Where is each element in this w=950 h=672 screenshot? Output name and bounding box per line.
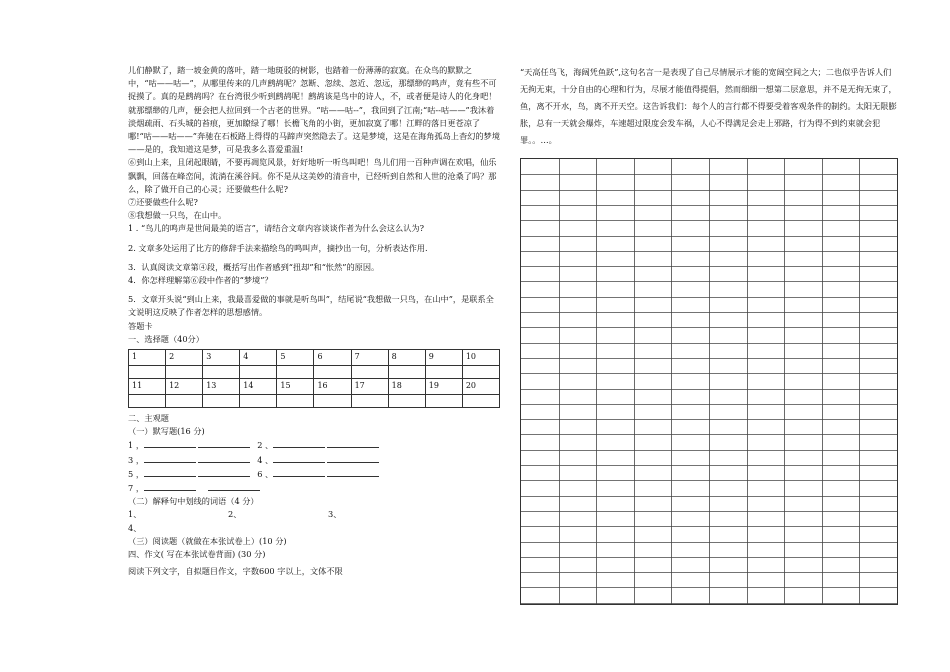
dictation-blank-row: 3 ， 4 、 — [128, 453, 500, 467]
passage-paragraph: ⑦还要做些什么呢? — [128, 197, 198, 208]
table-cell: 4 — [240, 350, 277, 366]
blank-number: 5 — [128, 468, 134, 479]
blank-line[interactable] — [273, 467, 325, 477]
word-explain-heading: （二）解释句中划线的词语（4 分） — [128, 496, 259, 507]
table-cell: 7 — [351, 350, 388, 366]
answer-cell[interactable] — [240, 395, 277, 408]
blank-line[interactable] — [144, 467, 196, 477]
table-cell: 5 — [277, 350, 314, 366]
answer-cell[interactable] — [277, 395, 314, 408]
passage-paragraph: 儿们静默了，踏一坡金黄的落叶，踏一地斑驳的树影，也踏着一份薄薄的寂寞。在众鸟的默默之中，“咕——咕—”，从哪里传来的几声鹧鸪呢？忽断、忽续、忽近、忽远，那缥缈的鸣声，竟有些不可捉摸了。真的是鹧鸪吗？在台湾很少听到鹧鸪呢！鹧鸪该是鸟中的诗人，不，或者便是诗人的化身吧！就那缥缈的几声，便会把人拉回到一个古老的世界。“咕——咕--”，我回到了江南;“咕--咕——”我沐着淡烟疏雨、石头城的苔痕，更加瞭绿了哪！长檐飞角的小街，更加寂寞了哪！江畔的落日更苍凉了哪!“咕——咕——”奔驰在石板路上得得的马蹄声突然隐去了。这是梦境，这是在海角孤岛上杳幻的梦境——是的，我知道这是梦，可是我多么喜爱重温! — [128, 65, 500, 155]
dictation-blank-row: 5 ， 6 、 — [128, 467, 500, 481]
blank-line[interactable] — [198, 453, 250, 463]
blank-number: 3 — [128, 454, 134, 465]
table-cell: 13 — [203, 379, 240, 395]
section-subjective-heading: 二、主观题 — [128, 413, 169, 424]
answer-cell[interactable] — [166, 395, 203, 408]
question-1: 1 . “鸟儿的鸣声是世间最美的语言”，请结合文章内容谈谈作者为什么会这么认为? — [128, 223, 424, 234]
table-cell: 6 — [314, 350, 351, 366]
blank-line[interactable] — [198, 467, 250, 477]
table-cell: 3 — [203, 350, 240, 366]
blank-number: 6 — [257, 468, 263, 479]
table-row — [129, 366, 500, 379]
answer-cell[interactable] — [462, 395, 499, 408]
passage-paragraph: ⑧我想做一只鸟，在山中。 — [128, 210, 227, 221]
right-column — [520, 64, 898, 149]
blank-number: 1 — [128, 440, 134, 451]
word-number: 4、 — [128, 522, 142, 533]
dictation-blank-row: 7 ， — [128, 481, 500, 495]
choice-answer-table — [128, 349, 500, 408]
answer-cell[interactable] — [462, 366, 499, 379]
answer-cell[interactable] — [351, 395, 388, 408]
answer-cell[interactable] — [425, 395, 462, 408]
blank-line[interactable] — [144, 438, 196, 448]
answer-cell[interactable] — [314, 395, 351, 408]
question-4: 4．你怎样理解第⑥段中作者的“梦境”？ — [128, 275, 273, 286]
answer-cell[interactable] — [388, 395, 425, 408]
answer-cell[interactable] — [129, 395, 166, 408]
dictation-heading: （一）默写题(16 分) — [128, 426, 205, 437]
blank-line[interactable] — [327, 467, 379, 477]
answer-cell[interactable] — [277, 366, 314, 379]
blank-line[interactable] — [273, 438, 325, 448]
table-row — [129, 395, 500, 408]
word-explain-row — [128, 508, 500, 534]
answer-cell[interactable] — [166, 366, 203, 379]
table-row — [129, 350, 500, 366]
blank-number: 4 — [257, 454, 263, 465]
table-cell: 11 — [129, 379, 166, 395]
table-cell: 8 — [388, 350, 425, 366]
answer-cell[interactable] — [203, 366, 240, 379]
blank-line[interactable] — [327, 438, 379, 448]
blank-line[interactable] — [144, 481, 196, 491]
essay-material: “天高任鸟飞，海阔凭鱼跃”,这句名言一是表现了自己尽情展示才能的宽阔空间之大；二也似乎告诉人们无拘无束，十分自由的心理和行为，尽展才能值得提倡，然而细细一想第二层意思，并不是无拘无束了，鱼，离不开水，鸟，离不开天空。这告诉我们：每个人的言行都不得要受着客观条件的制约。太阳无限膨胀，总有一天就会爆炸，车速超过限度会发车祸，人心不得满足会走上邪路，行为得不到约束就会犯罪。。…。 — [520, 67, 897, 145]
table-cell: 14 — [240, 379, 277, 395]
grid-lines — [521, 159, 897, 604]
section-choice-heading: 一、选择题（40分） — [128, 333, 204, 344]
table-cell: 16 — [314, 379, 351, 395]
word-number: 3、 — [328, 509, 342, 520]
question-3: 3．认真阅读文章第④段，概括写出作者感到“扭却”和“怅然”的原因。 — [128, 261, 380, 272]
blank-line[interactable] — [144, 453, 196, 463]
essay-writing-grid[interactable] — [520, 158, 898, 605]
table-cell: 19 — [425, 379, 462, 395]
essay-prompt: 阅读下列文字，自拟题目作文，字数600 字以上，文体不限 — [128, 566, 343, 577]
table-cell: 15 — [277, 379, 314, 395]
blank-line[interactable] — [198, 438, 250, 448]
passage-paragraph: ⑥到山上来，且闭起眼睛，不要再凋览风景，好好地听一听鸟叫吧！鸟儿们用一百种声调在欢唱，仙乐飘飘，回荡在峰峦间，流淌在溪谷间。你不是从这美妙的清音中，已经听到自然和人世的沧桑了吗？那么，除了做开自己的心灵；还要做些什么呢? — [128, 157, 497, 194]
table-cell: 17 — [351, 379, 388, 395]
table-row — [129, 379, 500, 395]
reading-heading: （三）阅读题（就做在本张试卷上）(10 分) — [128, 535, 287, 546]
blank-line[interactable] — [273, 453, 325, 463]
question-2: 2. 文章多处运用了比方的修辞手法来描绘鸟的鸣叫声，摘抄出一句，分析表达作用. — [128, 242, 428, 253]
question-5: 5．文章开头说“到山上来，我最喜爱做的事就是听鸟叫”，结尾说“我想做一只鸟，在山中”，是联系全文说明这反映了作者怎样的思想感情。 — [128, 294, 494, 318]
answer-cell[interactable] — [388, 366, 425, 379]
table-cell: 18 — [388, 379, 425, 395]
table-cell: 2 — [166, 350, 203, 366]
answer-cell[interactable] — [425, 366, 462, 379]
blank-number: 7 — [128, 483, 134, 494]
word-number: 2、 — [228, 509, 242, 520]
table-cell: 1 — [129, 350, 166, 366]
table-cell: 12 — [166, 379, 203, 395]
essay-heading: 四、作文( 写在本张试卷背面) (30 分) — [128, 549, 266, 560]
answer-cell[interactable] — [129, 366, 166, 379]
dictation-blank-row: 1 ， 2 、 — [128, 438, 500, 452]
answer-card-title: 答题卡 — [128, 320, 153, 331]
blank-line[interactable] — [327, 453, 379, 463]
blank-number: 2 — [257, 440, 263, 451]
blank-line[interactable] — [208, 481, 260, 491]
table-cell: 10 — [462, 350, 499, 366]
table-cell: 9 — [425, 350, 462, 366]
table-cell: 20 — [462, 379, 499, 395]
answer-cell[interactable] — [351, 366, 388, 379]
answer-cell[interactable] — [240, 366, 277, 379]
word-number: 1、 — [128, 509, 142, 520]
answer-cell[interactable] — [314, 366, 351, 379]
answer-cell[interactable] — [203, 395, 240, 408]
left-column — [128, 64, 500, 579]
